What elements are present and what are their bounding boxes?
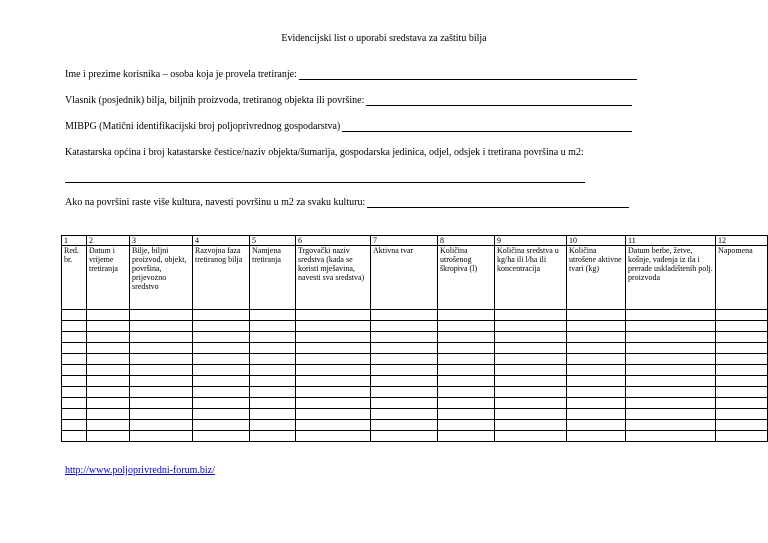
table-cell (296, 431, 371, 442)
table-cell (87, 321, 130, 332)
table-cell (250, 387, 296, 398)
table-cell (495, 376, 567, 387)
table-cell (250, 431, 296, 442)
table-cell (567, 332, 626, 343)
field-label: Ime i prezime korisnika – osoba koja je provela tretiranje: (65, 69, 297, 80)
table-cell (626, 332, 716, 343)
field-label: Vlasnik (posjednik) bilja, biljnih proizvoda, tretiranog objekta ili površine: (65, 95, 365, 106)
column-header: Količina utrošene aktivne tvari (kg) (567, 246, 626, 310)
field-blank (366, 95, 632, 106)
table-cell (193, 420, 250, 431)
column-header: Razvojna faza tretiranog bilja (193, 246, 250, 310)
column-number: 12 (716, 236, 768, 246)
table-cell (62, 409, 87, 420)
table-cell (438, 343, 495, 354)
column-header: Napomena (716, 246, 768, 310)
table-cell (438, 431, 495, 442)
table-cell (716, 310, 768, 321)
table-cell (250, 365, 296, 376)
table-cell (130, 365, 193, 376)
table-row (62, 343, 768, 354)
table-cell (193, 387, 250, 398)
field-blank (65, 182, 585, 183)
table-row (62, 409, 768, 420)
table-cell (296, 387, 371, 398)
table-cell (626, 420, 716, 431)
table-cell (716, 354, 768, 365)
table-cell (87, 431, 130, 442)
field-crops (65, 197, 629, 208)
table-cell (438, 387, 495, 398)
column-number-row (62, 236, 768, 246)
table-cell (130, 420, 193, 431)
table-cell (495, 310, 567, 321)
table-cell (193, 431, 250, 442)
table-cell (296, 321, 371, 332)
table-cell (567, 398, 626, 409)
table-row (62, 431, 768, 442)
table-cell (626, 354, 716, 365)
table-cell (250, 398, 296, 409)
table-cell (250, 420, 296, 431)
column-number: 1 (62, 236, 87, 246)
table-cell (62, 376, 87, 387)
table-cell (87, 365, 130, 376)
table-cell (371, 409, 438, 420)
table-cell (62, 398, 87, 409)
table-cell (438, 420, 495, 431)
field-label: Katastarska općina i broj katastarske čestice/naziv objekta/šumarija, gospodarska jedinica, odjel, odsjek i tretirana površina u m2: (65, 147, 584, 158)
table-row (62, 376, 768, 387)
table-cell (567, 310, 626, 321)
column-number: 2 (87, 236, 130, 246)
table-cell (296, 365, 371, 376)
table-body (62, 310, 768, 442)
table-cell (87, 354, 130, 365)
table-cell (567, 365, 626, 376)
column-number: 8 (438, 236, 495, 246)
table-cell (371, 420, 438, 431)
column-header: Red. br. (62, 246, 87, 310)
table-cell (371, 354, 438, 365)
table-cell (626, 365, 716, 376)
column-number: 10 (567, 236, 626, 246)
table-cell (495, 409, 567, 420)
table-cell (438, 398, 495, 409)
table-cell (438, 354, 495, 365)
table-cell (626, 409, 716, 420)
column-number: 4 (193, 236, 250, 246)
table-cell (87, 343, 130, 354)
table-cell (567, 431, 626, 442)
table-cell (130, 343, 193, 354)
table-cell (62, 310, 87, 321)
table-cell (62, 431, 87, 442)
table-cell (250, 310, 296, 321)
table-cell (371, 365, 438, 376)
field-owner (65, 95, 632, 106)
table-cell (626, 431, 716, 442)
table-cell (438, 310, 495, 321)
table-cell (371, 321, 438, 332)
table-row (62, 332, 768, 343)
table-cell (193, 343, 250, 354)
table-row (62, 387, 768, 398)
table-cell (62, 420, 87, 431)
column-header: Datum i vrijeme tretiranja (87, 246, 130, 310)
table-cell (250, 332, 296, 343)
table-cell (567, 409, 626, 420)
table-cell (296, 398, 371, 409)
table-cell (371, 310, 438, 321)
table-cell (130, 321, 193, 332)
table-cell (371, 431, 438, 442)
document-title: Evidencijski list o uporabi sredstava za zaštitu bilja (281, 33, 487, 44)
table-cell (567, 387, 626, 398)
table-cell (193, 354, 250, 365)
table-cell (193, 365, 250, 376)
table-cell (130, 398, 193, 409)
table-cell (250, 321, 296, 332)
table-cell (296, 354, 371, 365)
field-cadastral (65, 147, 584, 158)
field-blank (299, 69, 637, 80)
table-cell (716, 387, 768, 398)
field-blank (342, 121, 632, 132)
table-row (62, 365, 768, 376)
table-cell (87, 420, 130, 431)
table-cell (87, 332, 130, 343)
table-cell (495, 431, 567, 442)
table-cell (193, 310, 250, 321)
table-cell (567, 354, 626, 365)
table-cell (438, 321, 495, 332)
table-cell (62, 332, 87, 343)
table-cell (716, 376, 768, 387)
table-cell (87, 376, 130, 387)
table-cell (62, 321, 87, 332)
column-header: Namjena tretiranja (250, 246, 296, 310)
table-cell (250, 354, 296, 365)
table-cell (567, 420, 626, 431)
field-mibpg (65, 121, 632, 132)
table-cell (250, 376, 296, 387)
column-number: 5 (250, 236, 296, 246)
records-table (61, 235, 768, 442)
table-cell (250, 343, 296, 354)
field-label: Ako na površini raste više kultura, navesti površinu u m2 za svaku kulturu: (65, 197, 366, 208)
table-cell (296, 332, 371, 343)
table-cell (296, 376, 371, 387)
table-row (62, 321, 768, 332)
column-number: 6 (296, 236, 371, 246)
column-number: 11 (626, 236, 716, 246)
table-cell (495, 343, 567, 354)
table-cell (716, 409, 768, 420)
table-cell (716, 365, 768, 376)
table-cell (495, 354, 567, 365)
table-cell (130, 332, 193, 343)
column-header-row (62, 246, 768, 310)
column-header: Aktivna tvar (371, 246, 438, 310)
table-cell (130, 387, 193, 398)
table-cell (130, 310, 193, 321)
table-cell (62, 387, 87, 398)
table-cell (296, 420, 371, 431)
table-cell (626, 343, 716, 354)
table-cell (193, 321, 250, 332)
column-header: Bilje, biljni proizvod, objekt, površina, prijevozno sredstvo (130, 246, 193, 310)
table-cell (130, 409, 193, 420)
forum-link[interactable]: http://www.poljoprivredni-forum.biz/ (65, 465, 215, 476)
column-header: Količina sredstva u kg/ha ili l/ha ili koncentracija (495, 246, 567, 310)
table-row (62, 354, 768, 365)
table-cell (193, 376, 250, 387)
table-cell (438, 409, 495, 420)
table-row (62, 310, 768, 321)
table-cell (626, 310, 716, 321)
field-user-name (65, 69, 637, 80)
table-cell (716, 431, 768, 442)
column-header: Datum berbe, žetve, košnje, vađenja iz tla i prerade uskladištenih polj. proizvoda (626, 246, 716, 310)
table-cell (495, 398, 567, 409)
table-cell (250, 409, 296, 420)
table-cell (371, 343, 438, 354)
table-cell (87, 310, 130, 321)
table-cell (87, 409, 130, 420)
table-cell (62, 365, 87, 376)
table-cell (495, 387, 567, 398)
table-cell (130, 431, 193, 442)
column-header: Trgovački naziv sredstva (kada se koristi mješavina, navesti sva sredstva) (296, 246, 371, 310)
table-cell (716, 420, 768, 431)
table-cell (716, 398, 768, 409)
column-number: 3 (130, 236, 193, 246)
table-cell (567, 321, 626, 332)
table-cell (130, 354, 193, 365)
table-cell (371, 332, 438, 343)
table-cell (626, 321, 716, 332)
table-cell (716, 332, 768, 343)
table-cell (193, 398, 250, 409)
table-cell (567, 343, 626, 354)
table-cell (626, 376, 716, 387)
table-cell (62, 354, 87, 365)
column-header: Količina utrošenog škropiva (l) (438, 246, 495, 310)
table-cell (193, 332, 250, 343)
table-cell (495, 332, 567, 343)
table-cell (438, 332, 495, 343)
table-cell (716, 321, 768, 332)
column-number: 7 (371, 236, 438, 246)
table-cell (495, 321, 567, 332)
table-cell (62, 343, 87, 354)
table-cell (296, 409, 371, 420)
table-cell (371, 376, 438, 387)
table-cell (371, 387, 438, 398)
table-cell (495, 420, 567, 431)
table-cell (296, 343, 371, 354)
table-cell (438, 365, 495, 376)
table-cell (87, 398, 130, 409)
table-cell (626, 387, 716, 398)
field-blank (367, 197, 629, 208)
table-cell (87, 387, 130, 398)
column-number: 9 (495, 236, 567, 246)
table-row (62, 398, 768, 409)
table-cell (193, 409, 250, 420)
table-cell (296, 310, 371, 321)
table-cell (626, 398, 716, 409)
table-cell (371, 398, 438, 409)
table-cell (130, 376, 193, 387)
table-cell (438, 376, 495, 387)
table-row (62, 420, 768, 431)
field-label: MIBPG (Matični identifikacijski broj poljoprivrednog gospodarstva) (65, 121, 341, 132)
table-cell (567, 376, 626, 387)
table-cell (716, 343, 768, 354)
table-cell (495, 365, 567, 376)
